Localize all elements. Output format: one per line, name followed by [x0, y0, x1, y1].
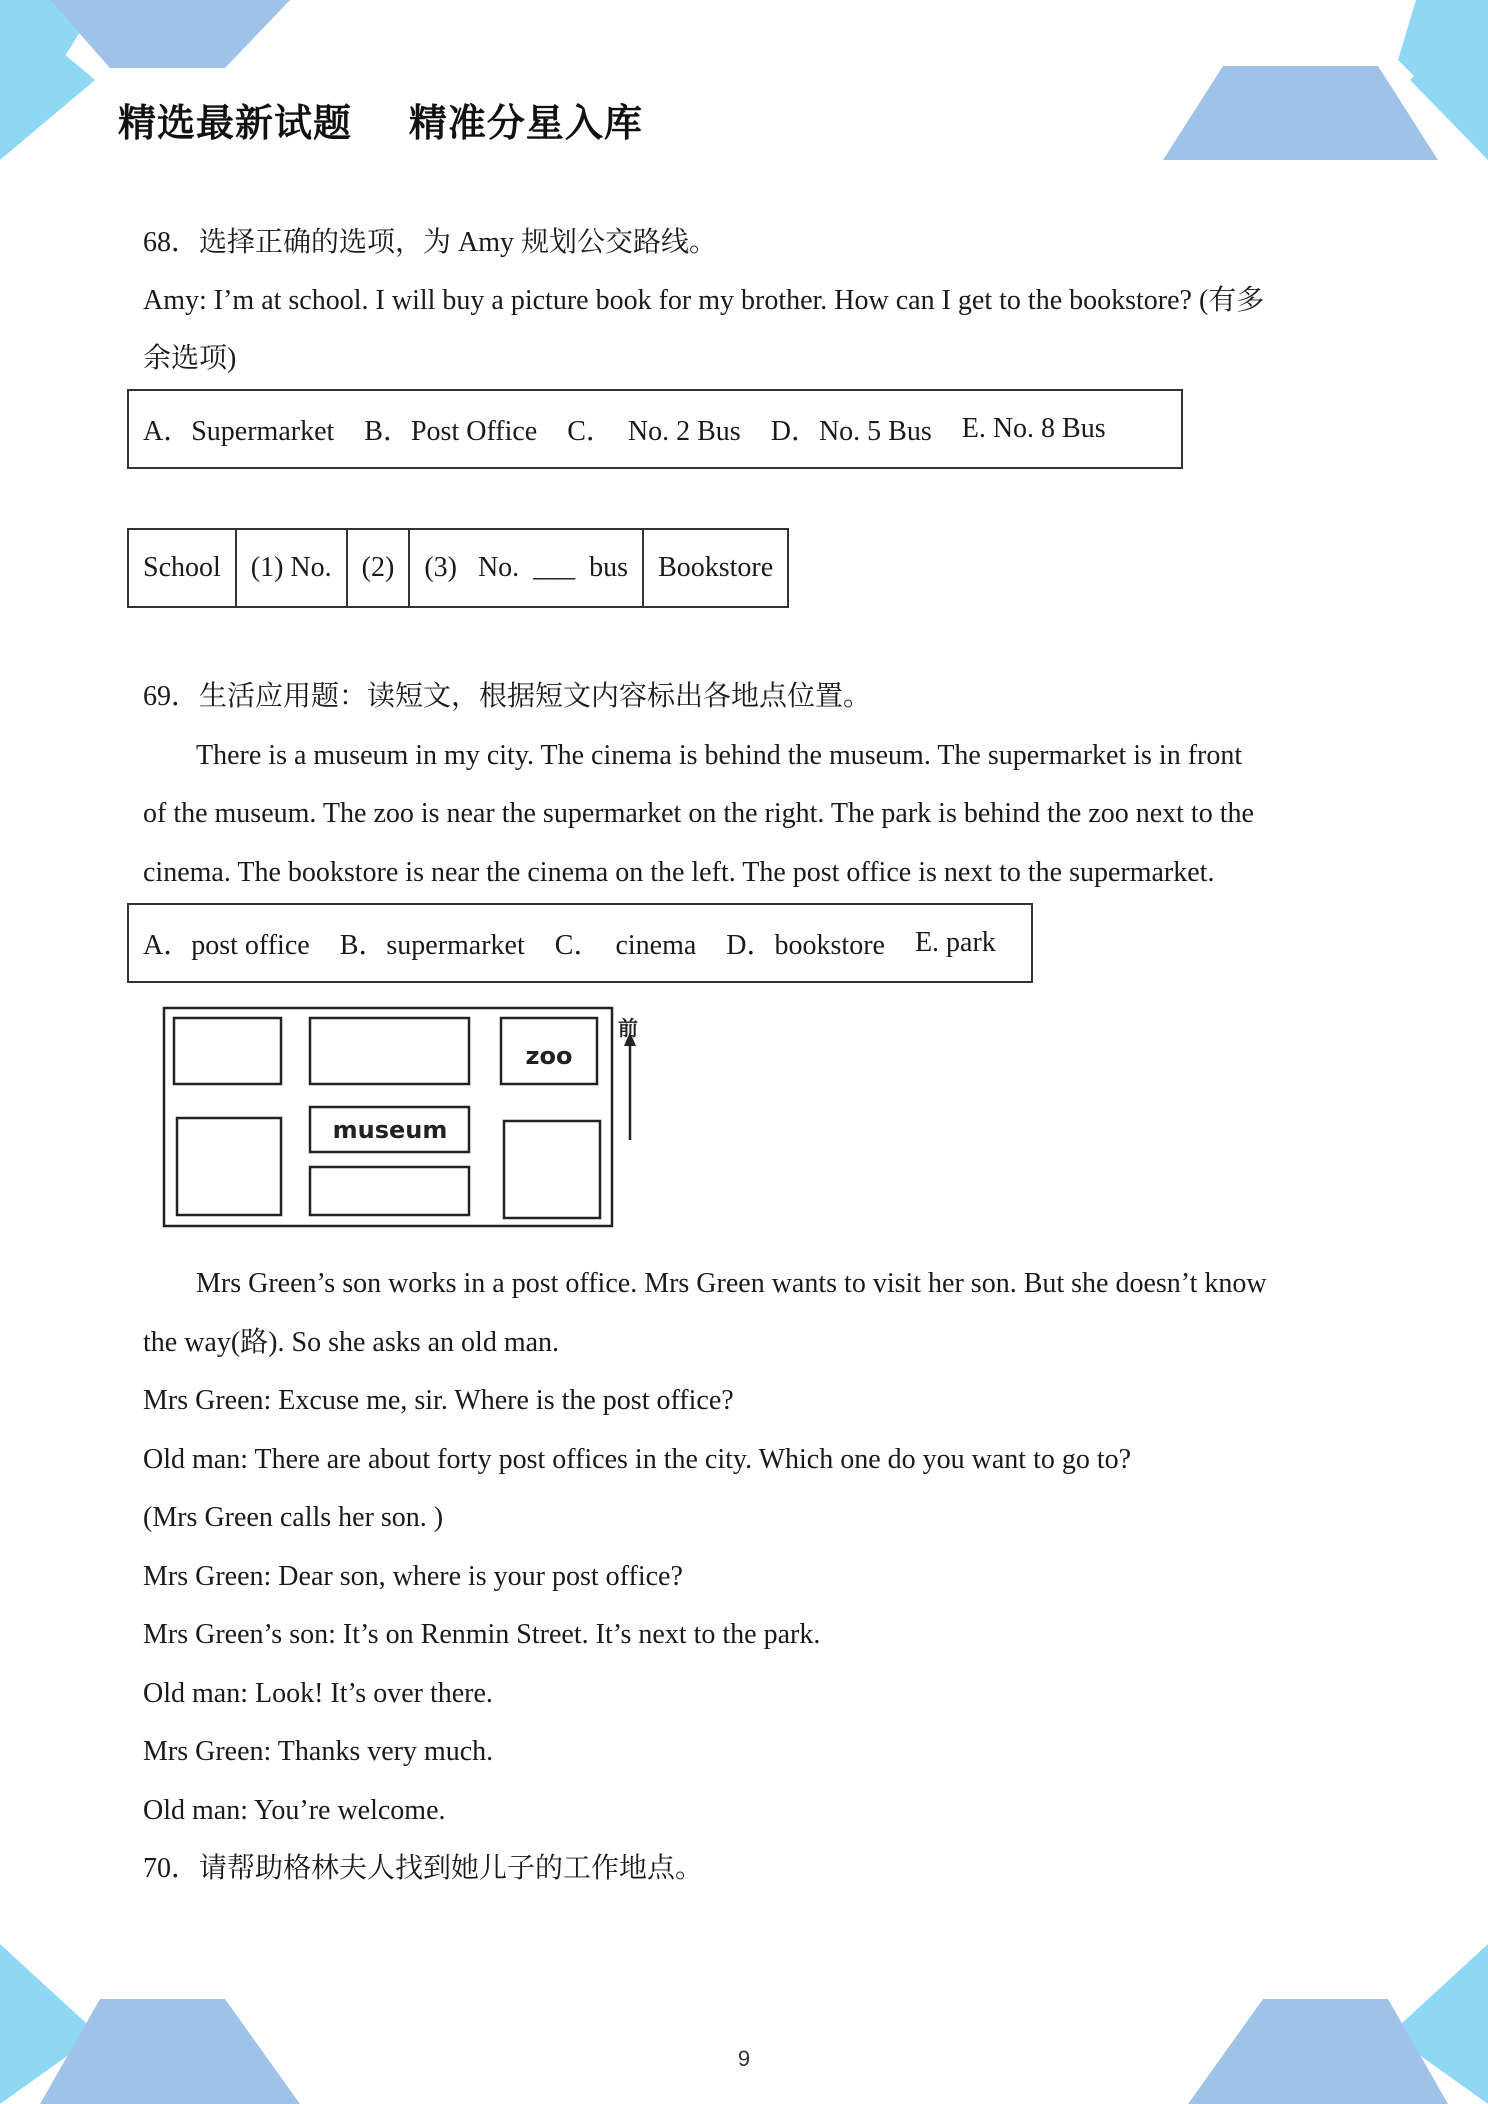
q69-option-d: D．bookstore	[726, 930, 885, 961]
q68-option-b: B．Post Office	[364, 416, 538, 447]
route-cell-2: (2)	[347, 529, 410, 607]
dialogue-line: Old man: You’re welcome.	[143, 1795, 446, 1826]
dialogue-line: Old man: Look! It’s over there.	[143, 1678, 493, 1709]
dialogue-line: (Mrs Green calls her son. )	[143, 1502, 444, 1533]
corner-decoration-top-right	[1148, 0, 1488, 170]
q68-route-table	[127, 528, 789, 608]
q69-prompt: 69．生活应用题：读短文，根据短文内容标出各地点位置。	[143, 681, 872, 712]
q69-passage-line-2: of the museum. The zoo is near the supermarket on the right. The park is behind the zoo next to the	[143, 798, 1254, 829]
dialogue-line: Old man: There are about forty post offices in the city. Which one do you want to go to?	[143, 1444, 1132, 1475]
q68-amy-line-1: Amy: I’m at school. I will buy a picture book for my brother. How can I get to the bookstore? (有多	[143, 285, 1265, 316]
q68-option-e: E. No. 8 Bus	[961, 413, 1106, 444]
corner-decoration-bottom-left	[0, 1924, 320, 2104]
map-box-bottom-left	[177, 1118, 281, 1215]
q69-passage-line-1: There is a museum in my city. The cinema is behind the museum. The supermarket is in front	[196, 740, 1243, 771]
q69-passage-line-3: cinema. The bookstore is near the cinema on the left. The post office is next to the supermarket.	[143, 857, 1215, 888]
story-line-1: Mrs Green’s son works in a post office. Mrs Green wants to visit her son. But she doesn’t know	[196, 1268, 1267, 1299]
map-box-top-middle	[310, 1018, 469, 1084]
location-map	[150, 1000, 650, 1235]
q70-prompt: 70．请帮助格林夫人找到她儿子的工作地点。	[143, 1853, 704, 1884]
map-label-front: 前	[618, 1016, 638, 1040]
q68-prompt: 68．选择正确的选项，为 Amy 规划公交路线。	[143, 227, 718, 258]
q69-options-box	[127, 903, 1033, 983]
map-label-zoo: zoo	[525, 1042, 573, 1070]
map-label-museum: museum	[332, 1116, 448, 1144]
corner-decoration-bottom-right	[1168, 1924, 1488, 2104]
page-number: 9	[737, 2046, 751, 2071]
q68-option-a: A．Supermarket	[143, 416, 335, 447]
dialogue-line: Mrs Green: Dear son, where is your post office?	[143, 1561, 683, 1592]
map-box-bottom-right	[504, 1121, 600, 1218]
q68-option-d: D．No. 5 Bus	[770, 416, 932, 447]
map-box-below-museum	[310, 1167, 469, 1215]
q68-option-c: C． No. 2 Bus	[567, 416, 741, 447]
route-cell-1: (1) No.	[236, 529, 347, 607]
route-cell-3: (3) No. ___ bus	[409, 529, 643, 607]
q69-option-e: E. park	[914, 927, 996, 958]
q69-option-b: B．supermarket	[339, 930, 525, 961]
route-cell-start: School	[128, 529, 236, 607]
q68-options-box	[127, 389, 1183, 469]
dialogue-line: Mrs Green: Excuse me, sir. Where is the post office?	[143, 1385, 734, 1416]
dialogue-line: Mrs Green: Thanks very much.	[143, 1736, 494, 1767]
header-title: 精选最新试题 精准分星入库	[118, 101, 643, 145]
story-line-2: the way(路). So she asks an old man.	[143, 1327, 560, 1358]
q69-option-c: C． cinema	[554, 930, 697, 961]
q68-amy-line-2: 余选项)	[143, 343, 237, 374]
map-box-top-left	[174, 1018, 281, 1084]
q69-option-a: A．post office	[143, 930, 310, 961]
dialogue-line: Mrs Green’s son: It’s on Renmin Street. It’s next to the park.	[143, 1619, 821, 1650]
route-cell-end: Bookstore	[643, 529, 788, 607]
